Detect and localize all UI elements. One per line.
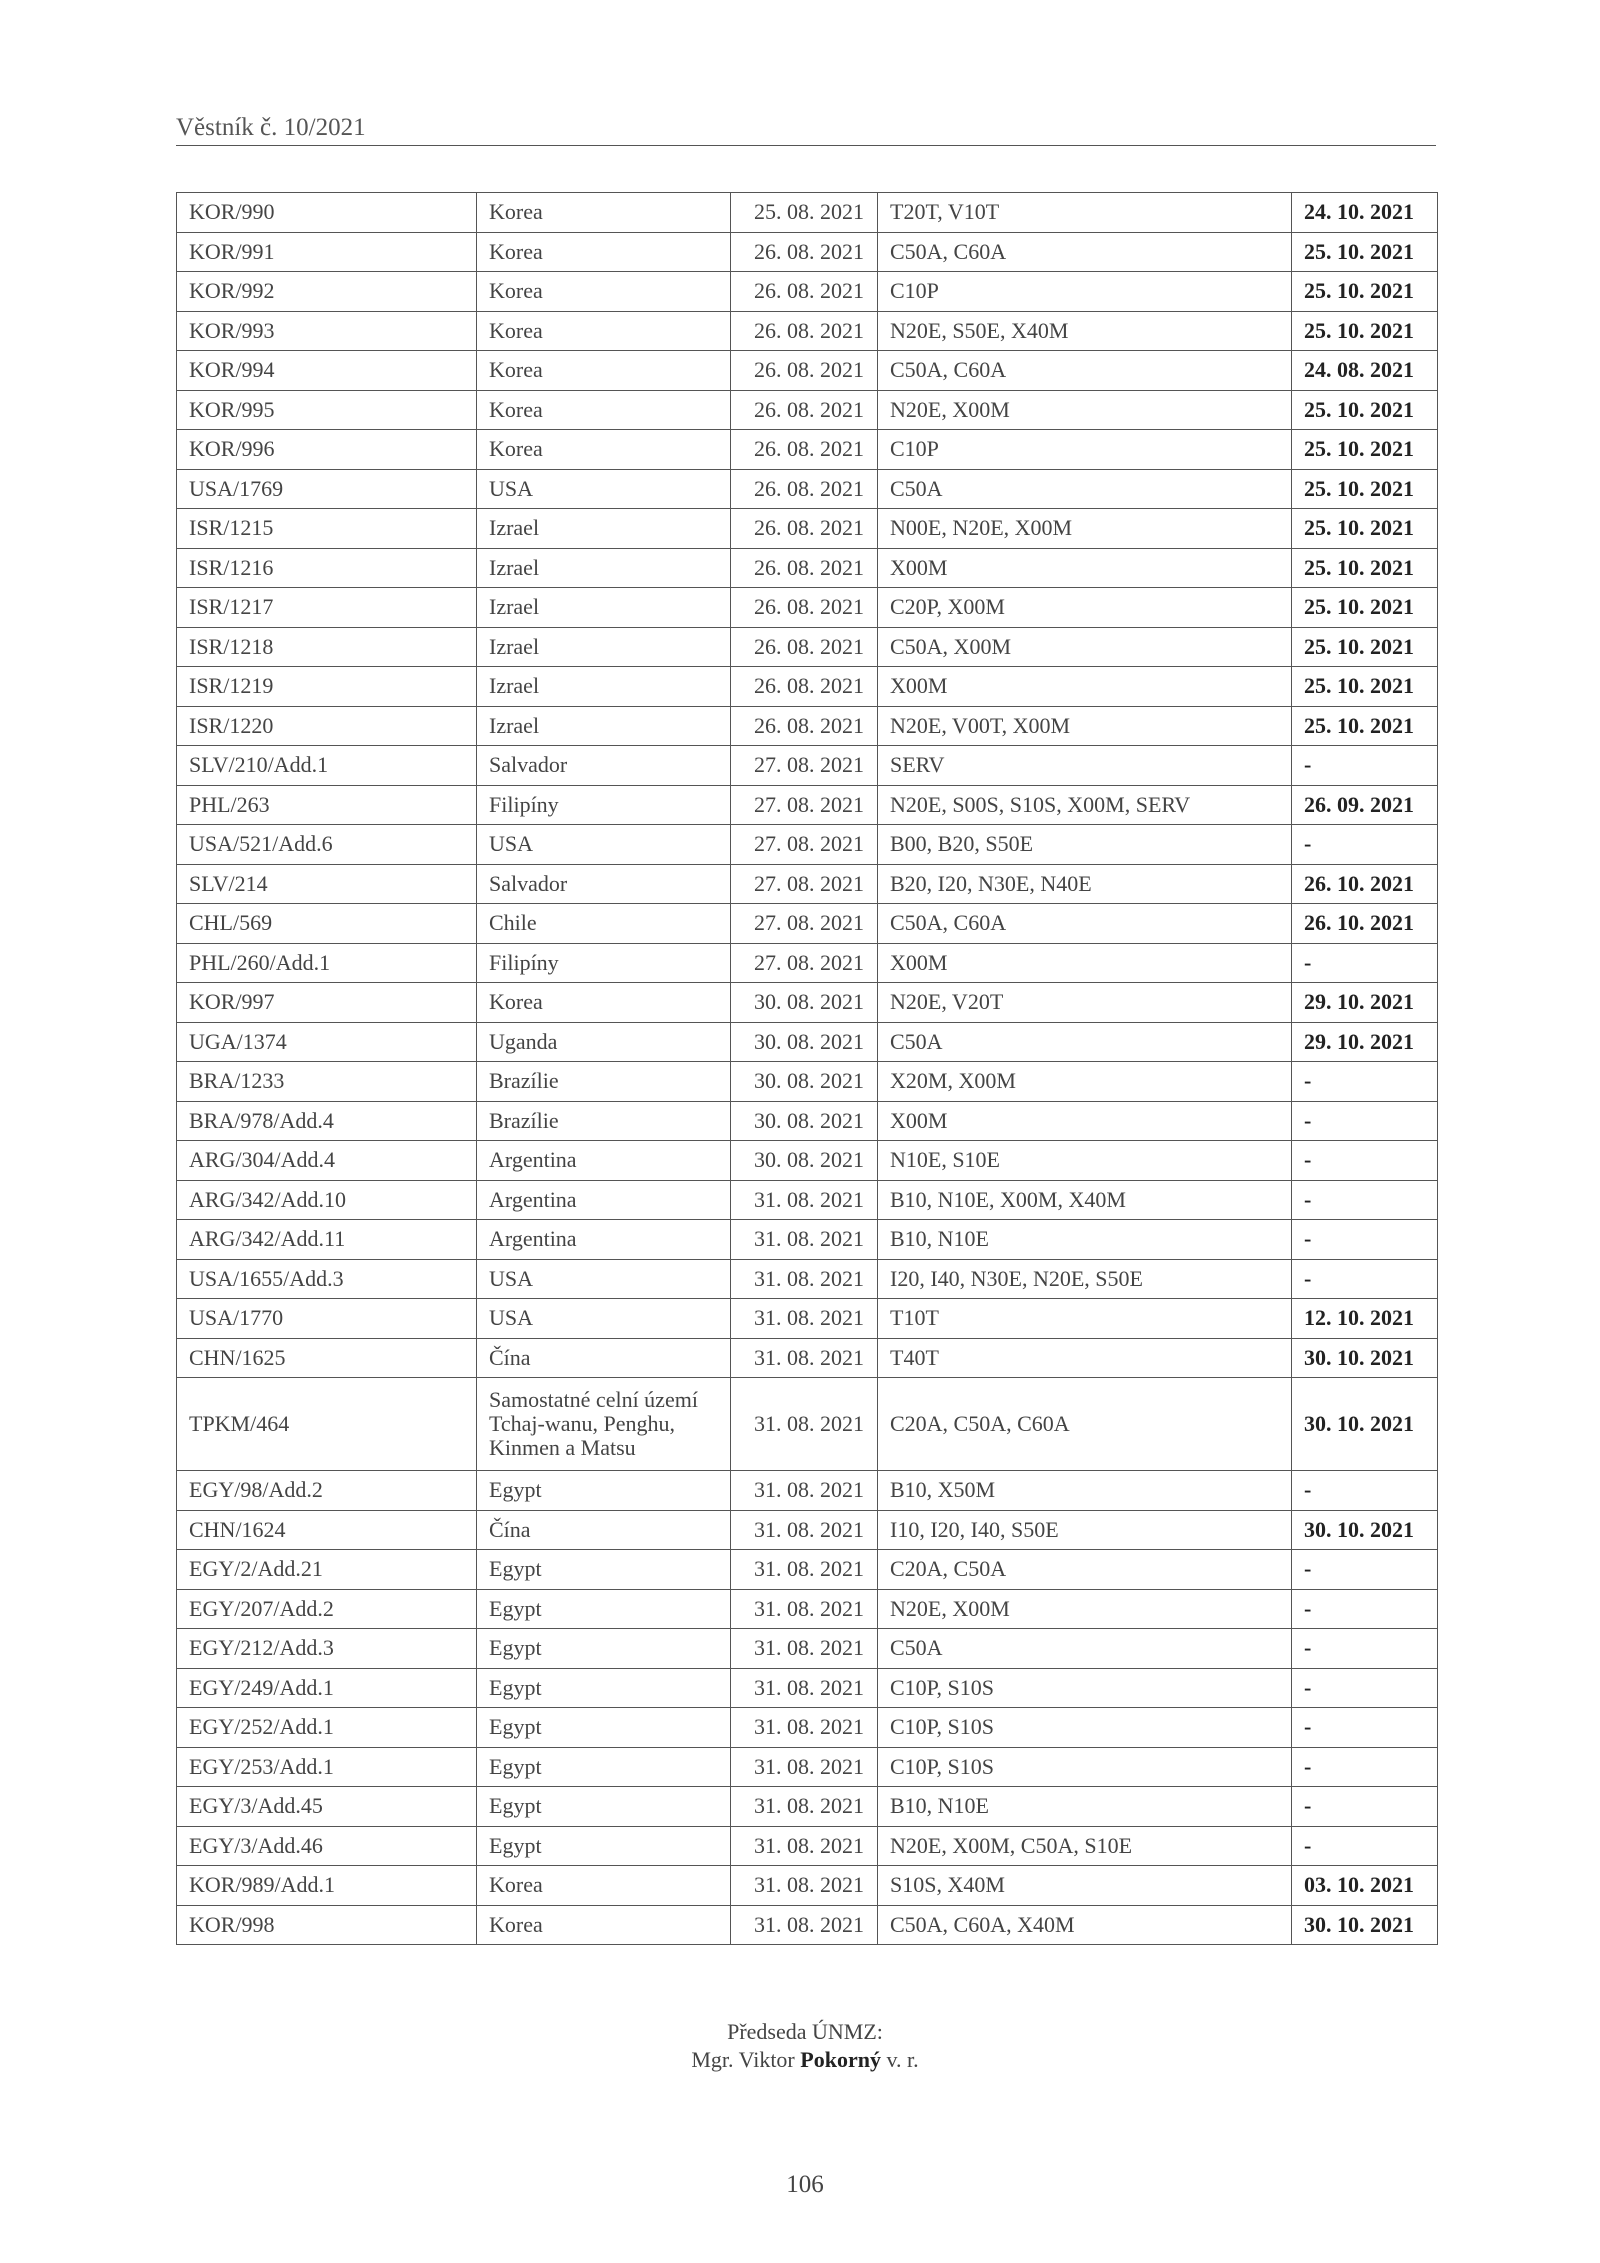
- cell-product-codes: X00M: [878, 1101, 1292, 1141]
- cell-country: Korea: [477, 351, 731, 391]
- header-divider: [176, 145, 1436, 146]
- cell-document-code: ARG/342/Add.11: [177, 1220, 477, 1260]
- cell-deadline: -: [1292, 943, 1438, 983]
- cell-product-codes: C10P, S10S: [878, 1668, 1292, 1708]
- cell-country: Egypt: [477, 1708, 731, 1748]
- cell-product-codes: C50A: [878, 1629, 1292, 1669]
- table-row: [177, 1101, 1438, 1141]
- table-row: [177, 1589, 1438, 1629]
- signature-role: Předseda ÚNMZ:: [727, 2019, 883, 2044]
- cell-product-codes: T20T, V10T: [878, 193, 1292, 233]
- cell-date: 31. 08. 2021: [731, 1338, 878, 1378]
- cell-product-codes: C20P, X00M: [878, 588, 1292, 628]
- cell-product-codes: N20E, X00M: [878, 390, 1292, 430]
- cell-deadline: 25. 10. 2021: [1292, 430, 1438, 470]
- table-row: [177, 311, 1438, 351]
- cell-product-codes: C50A: [878, 469, 1292, 509]
- cell-product-codes: C20A, C50A: [878, 1550, 1292, 1590]
- cell-product-codes: B10, N10E: [878, 1787, 1292, 1827]
- cell-document-code: ISR/1216: [177, 548, 477, 588]
- cell-document-code: KOR/992: [177, 272, 477, 312]
- cell-product-codes: X00M: [878, 548, 1292, 588]
- table-body: [177, 193, 1438, 1945]
- cell-country: Egypt: [477, 1629, 731, 1669]
- table-row: [177, 864, 1438, 904]
- table-row: [177, 1668, 1438, 1708]
- cell-deadline: 26. 10. 2021: [1292, 904, 1438, 944]
- cell-deadline: 25. 10. 2021: [1292, 627, 1438, 667]
- table-row: [177, 193, 1438, 233]
- cell-country: Izrael: [477, 667, 731, 707]
- cell-date: 26. 08. 2021: [731, 667, 878, 707]
- cell-date: 27. 08. 2021: [731, 825, 878, 865]
- cell-country: Izrael: [477, 706, 731, 746]
- cell-deadline: -: [1292, 1708, 1438, 1748]
- cell-date: 31. 08. 2021: [731, 1220, 878, 1260]
- cell-document-code: PHL/260/Add.1: [177, 943, 477, 983]
- cell-deadline: -: [1292, 1259, 1438, 1299]
- signature-name-suffix: v. r.: [886, 2047, 919, 2072]
- table-row: [177, 1378, 1438, 1471]
- table-row: [177, 1787, 1438, 1827]
- cell-document-code: USA/1769: [177, 469, 477, 509]
- cell-country: USA: [477, 469, 731, 509]
- cell-document-code: ISR/1219: [177, 667, 477, 707]
- table-row: [177, 588, 1438, 628]
- table-row: [177, 1022, 1438, 1062]
- cell-deadline: -: [1292, 1141, 1438, 1181]
- table-row: [177, 1866, 1438, 1906]
- cell-country: Čína: [477, 1338, 731, 1378]
- cell-product-codes: SERV: [878, 746, 1292, 786]
- cell-document-code: KOR/991: [177, 232, 477, 272]
- cell-document-code: EGY/98/Add.2: [177, 1471, 477, 1511]
- cell-document-code: KOR/997: [177, 983, 477, 1023]
- cell-deadline: -: [1292, 1747, 1438, 1787]
- cell-document-code: EGY/249/Add.1: [177, 1668, 477, 1708]
- table-row: [177, 548, 1438, 588]
- cell-product-codes: C10P: [878, 430, 1292, 470]
- table-row: [177, 785, 1438, 825]
- cell-product-codes: S10S, X40M: [878, 1866, 1292, 1906]
- cell-deadline: 25. 10. 2021: [1292, 706, 1438, 746]
- cell-product-codes: I20, I40, N30E, N20E, S50E: [878, 1259, 1292, 1299]
- table-row: [177, 1141, 1438, 1181]
- cell-deadline: 25. 10. 2021: [1292, 588, 1438, 628]
- cell-country: Uganda: [477, 1022, 731, 1062]
- cell-date: 27. 08. 2021: [731, 904, 878, 944]
- cell-document-code: KOR/995: [177, 390, 477, 430]
- cell-country: Filipíny: [477, 943, 731, 983]
- cell-deadline: 30. 10. 2021: [1292, 1905, 1438, 1945]
- cell-date: 27. 08. 2021: [731, 864, 878, 904]
- cell-deadline: -: [1292, 1180, 1438, 1220]
- cell-date: 31. 08. 2021: [731, 1668, 878, 1708]
- cell-date: 31. 08. 2021: [731, 1708, 878, 1748]
- table-row: [177, 627, 1438, 667]
- table-row: [177, 469, 1438, 509]
- cell-country: Salvador: [477, 746, 731, 786]
- cell-deadline: -: [1292, 1062, 1438, 1102]
- cell-document-code: SLV/210/Add.1: [177, 746, 477, 786]
- table-row: [177, 430, 1438, 470]
- cell-document-code: EGY/3/Add.46: [177, 1826, 477, 1866]
- table-row: [177, 1510, 1438, 1550]
- cell-product-codes: B00, B20, S50E: [878, 825, 1292, 865]
- cell-document-code: EGY/212/Add.3: [177, 1629, 477, 1669]
- cell-country: Egypt: [477, 1550, 731, 1590]
- cell-country: Izrael: [477, 509, 731, 549]
- cell-country: Korea: [477, 193, 731, 233]
- cell-product-codes: I10, I20, I40, S50E: [878, 1510, 1292, 1550]
- table-row: [177, 1299, 1438, 1339]
- cell-deadline: 24. 10. 2021: [1292, 193, 1438, 233]
- cell-product-codes: N20E, V00T, X00M: [878, 706, 1292, 746]
- cell-product-codes: N10E, S10E: [878, 1141, 1292, 1181]
- cell-date: 26. 08. 2021: [731, 351, 878, 391]
- cell-document-code: UGA/1374: [177, 1022, 477, 1062]
- table-row: [177, 1062, 1438, 1102]
- table-row: [177, 706, 1438, 746]
- cell-country: Egypt: [477, 1747, 731, 1787]
- cell-product-codes: X00M: [878, 943, 1292, 983]
- cell-document-code: EGY/252/Add.1: [177, 1708, 477, 1748]
- cell-document-code: CHL/569: [177, 904, 477, 944]
- cell-country: Korea: [477, 1866, 731, 1906]
- cell-deadline: -: [1292, 1668, 1438, 1708]
- table-row: [177, 1259, 1438, 1299]
- table-row: [177, 232, 1438, 272]
- cell-date: 27. 08. 2021: [731, 785, 878, 825]
- cell-product-codes: C50A, X00M: [878, 627, 1292, 667]
- cell-product-codes: B10, N10E, X00M, X40M: [878, 1180, 1292, 1220]
- table-row: [177, 746, 1438, 786]
- cell-deadline: -: [1292, 1101, 1438, 1141]
- cell-date: 26. 08. 2021: [731, 430, 878, 470]
- cell-deadline: 25. 10. 2021: [1292, 272, 1438, 312]
- cell-date: 31. 08. 2021: [731, 1787, 878, 1827]
- cell-deadline: 30. 10. 2021: [1292, 1338, 1438, 1378]
- cell-country: Čína: [477, 1510, 731, 1550]
- cell-country: Korea: [477, 232, 731, 272]
- cell-country: USA: [477, 1299, 731, 1339]
- cell-deadline: -: [1292, 825, 1438, 865]
- cell-date: 31. 08. 2021: [731, 1378, 878, 1471]
- cell-deadline: 25. 10. 2021: [1292, 548, 1438, 588]
- cell-date: 27. 08. 2021: [731, 746, 878, 786]
- table-row: [177, 1747, 1438, 1787]
- cell-deadline: 30. 10. 2021: [1292, 1510, 1438, 1550]
- cell-date: 26. 08. 2021: [731, 390, 878, 430]
- cell-product-codes: N20E, S00S, S10S, X00M, SERV: [878, 785, 1292, 825]
- page-number: 106: [786, 2171, 824, 2198]
- cell-country: Chile: [477, 904, 731, 944]
- cell-document-code: ISR/1220: [177, 706, 477, 746]
- cell-date: 26. 08. 2021: [731, 232, 878, 272]
- signature-name-prefix: Mgr. Viktor: [691, 2047, 795, 2072]
- cell-document-code: USA/521/Add.6: [177, 825, 477, 865]
- cell-date: 25. 08. 2021: [731, 193, 878, 233]
- cell-document-code: USA/1770: [177, 1299, 477, 1339]
- cell-product-codes: X20M, X00M: [878, 1062, 1292, 1102]
- cell-product-codes: N20E, X00M, C50A, S10E: [878, 1826, 1292, 1866]
- table-row: [177, 351, 1438, 391]
- signature-name-surname: Pokorný: [800, 2047, 881, 2072]
- cell-product-codes: N00E, N20E, X00M: [878, 509, 1292, 549]
- cell-date: 31. 08. 2021: [731, 1259, 878, 1299]
- cell-product-codes: X00M: [878, 667, 1292, 707]
- cell-date: 27. 08. 2021: [731, 943, 878, 983]
- page-header-title: Věstník č. 10/2021: [176, 114, 366, 141]
- cell-document-code: KOR/996: [177, 430, 477, 470]
- cell-country: Izrael: [477, 588, 731, 628]
- cell-document-code: TPKM/464: [177, 1378, 477, 1471]
- table-row: [177, 1708, 1438, 1748]
- cell-deadline: 30. 10. 2021: [1292, 1378, 1438, 1471]
- cell-document-code: ARG/304/Add.4: [177, 1141, 477, 1181]
- cell-product-codes: B20, I20, N30E, N40E: [878, 864, 1292, 904]
- cell-document-code: ISR/1218: [177, 627, 477, 667]
- cell-country: Brazílie: [477, 1101, 731, 1141]
- cell-document-code: ISR/1217: [177, 588, 477, 628]
- cell-country: Korea: [477, 983, 731, 1023]
- table-row: [177, 825, 1438, 865]
- table-row: [177, 1550, 1438, 1590]
- table-row: [177, 1629, 1438, 1669]
- cell-date: 31. 08. 2021: [731, 1589, 878, 1629]
- cell-product-codes: T40T: [878, 1338, 1292, 1378]
- cell-date: 31. 08. 2021: [731, 1471, 878, 1511]
- cell-deadline: 03. 10. 2021: [1292, 1866, 1438, 1906]
- cell-document-code: EGY/2/Add.21: [177, 1550, 477, 1590]
- cell-date: 26. 08. 2021: [731, 706, 878, 746]
- cell-document-code: ISR/1215: [177, 509, 477, 549]
- cell-country: Salvador: [477, 864, 731, 904]
- table-row: [177, 904, 1438, 944]
- cell-document-code: EGY/207/Add.2: [177, 1589, 477, 1629]
- cell-document-code: CHN/1624: [177, 1510, 477, 1550]
- cell-date: 26. 08. 2021: [731, 272, 878, 312]
- signature-name: [0, 2046, 1600, 2074]
- cell-date: 30. 08. 2021: [731, 1022, 878, 1062]
- cell-product-codes: C10P, S10S: [878, 1747, 1292, 1787]
- cell-date: 31. 08. 2021: [731, 1510, 878, 1550]
- table-row: [177, 390, 1438, 430]
- cell-product-codes: C10P, S10S: [878, 1708, 1292, 1748]
- table-row: [177, 1220, 1438, 1260]
- cell-country: Brazílie: [477, 1062, 731, 1102]
- cell-country: Argentina: [477, 1180, 731, 1220]
- cell-deadline: 25. 10. 2021: [1292, 469, 1438, 509]
- cell-document-code: USA/1655/Add.3: [177, 1259, 477, 1299]
- cell-document-code: KOR/990: [177, 193, 477, 233]
- cell-country: Korea: [477, 430, 731, 470]
- cell-product-codes: N20E, S50E, X40M: [878, 311, 1292, 351]
- cell-deadline: -: [1292, 1826, 1438, 1866]
- cell-country: Argentina: [477, 1141, 731, 1181]
- cell-product-codes: B10, X50M: [878, 1471, 1292, 1511]
- cell-document-code: PHL/263: [177, 785, 477, 825]
- cell-document-code: BRA/978/Add.4: [177, 1101, 477, 1141]
- cell-product-codes: T10T: [878, 1299, 1292, 1339]
- cell-document-code: BRA/1233: [177, 1062, 477, 1102]
- cell-document-code: SLV/214: [177, 864, 477, 904]
- cell-country: USA: [477, 825, 731, 865]
- cell-product-codes: C50A, C60A: [878, 232, 1292, 272]
- cell-product-codes: C20A, C50A, C60A: [878, 1378, 1292, 1471]
- cell-deadline: -: [1292, 1629, 1438, 1669]
- table-row: [177, 509, 1438, 549]
- cell-country: Egypt: [477, 1787, 731, 1827]
- cell-date: 26. 08. 2021: [731, 509, 878, 549]
- cell-product-codes: N20E, X00M: [878, 1589, 1292, 1629]
- cell-date: 31. 08. 2021: [731, 1747, 878, 1787]
- cell-deadline: 25. 10. 2021: [1292, 509, 1438, 549]
- cell-product-codes: N20E, V20T: [878, 983, 1292, 1023]
- cell-date: 31. 08. 2021: [731, 1629, 878, 1669]
- cell-deadline: -: [1292, 1787, 1438, 1827]
- cell-document-code: EGY/3/Add.45: [177, 1787, 477, 1827]
- table-row: [177, 1471, 1438, 1511]
- cell-document-code: KOR/998: [177, 1905, 477, 1945]
- cell-document-code: CHN/1625: [177, 1338, 477, 1378]
- cell-date: 30. 08. 2021: [731, 1101, 878, 1141]
- cell-country: Egypt: [477, 1589, 731, 1629]
- cell-deadline: 25. 10. 2021: [1292, 232, 1438, 272]
- cell-date: 26. 08. 2021: [731, 548, 878, 588]
- notification-table: [176, 192, 1438, 1945]
- table-row: [177, 1826, 1438, 1866]
- cell-country: Korea: [477, 272, 731, 312]
- table-row: [177, 1338, 1438, 1378]
- cell-deadline: 24. 08. 2021: [1292, 351, 1438, 391]
- cell-product-codes: C10P: [878, 272, 1292, 312]
- cell-date: 31. 08. 2021: [731, 1180, 878, 1220]
- cell-country: Samostatné celní území Tchaj-wanu, Penghu, Kinmen a Matsu: [477, 1378, 731, 1471]
- cell-deadline: 25. 10. 2021: [1292, 667, 1438, 707]
- cell-date: 26. 08. 2021: [731, 627, 878, 667]
- cell-product-codes: B10, N10E: [878, 1220, 1292, 1260]
- signature-block: [0, 2018, 1600, 2074]
- cell-document-code: KOR/994: [177, 351, 477, 391]
- cell-country: Filipíny: [477, 785, 731, 825]
- cell-product-codes: C50A, C60A: [878, 351, 1292, 391]
- cell-deadline: 25. 10. 2021: [1292, 390, 1438, 430]
- cell-country: Izrael: [477, 627, 731, 667]
- cell-deadline: 12. 10. 2021: [1292, 1299, 1438, 1339]
- cell-deadline: -: [1292, 1550, 1438, 1590]
- table-row: [177, 1905, 1438, 1945]
- cell-country: Egypt: [477, 1471, 731, 1511]
- cell-country: Argentina: [477, 1220, 731, 1260]
- cell-deadline: -: [1292, 1220, 1438, 1260]
- cell-country: Korea: [477, 390, 731, 430]
- cell-product-codes: C50A, C60A: [878, 904, 1292, 944]
- cell-country: Izrael: [477, 548, 731, 588]
- cell-document-code: EGY/253/Add.1: [177, 1747, 477, 1787]
- cell-date: 30. 08. 2021: [731, 983, 878, 1023]
- cell-deadline: 26. 10. 2021: [1292, 864, 1438, 904]
- cell-country: Egypt: [477, 1668, 731, 1708]
- cell-date: 30. 08. 2021: [731, 1141, 878, 1181]
- cell-country: Egypt: [477, 1826, 731, 1866]
- cell-date: 31. 08. 2021: [731, 1826, 878, 1866]
- cell-date: 30. 08. 2021: [731, 1062, 878, 1102]
- cell-date: 26. 08. 2021: [731, 588, 878, 628]
- cell-deadline: -: [1292, 1471, 1438, 1511]
- cell-deadline: -: [1292, 1589, 1438, 1629]
- cell-date: 31. 08. 2021: [731, 1866, 878, 1906]
- cell-date: 31. 08. 2021: [731, 1550, 878, 1590]
- cell-deadline: 29. 10. 2021: [1292, 983, 1438, 1023]
- cell-deadline: 25. 10. 2021: [1292, 311, 1438, 351]
- table-row: [177, 667, 1438, 707]
- cell-document-code: KOR/989/Add.1: [177, 1866, 477, 1906]
- table-row: [177, 272, 1438, 312]
- cell-date: 31. 08. 2021: [731, 1299, 878, 1339]
- cell-product-codes: C50A, C60A, X40M: [878, 1905, 1292, 1945]
- table-row: [177, 1180, 1438, 1220]
- cell-document-code: ARG/342/Add.10: [177, 1180, 477, 1220]
- cell-deadline: 26. 09. 2021: [1292, 785, 1438, 825]
- cell-deadline: -: [1292, 746, 1438, 786]
- cell-deadline: 29. 10. 2021: [1292, 1022, 1438, 1062]
- cell-date: 26. 08. 2021: [731, 469, 878, 509]
- cell-country: USA: [477, 1259, 731, 1299]
- cell-date: 26. 08. 2021: [731, 311, 878, 351]
- cell-date: 31. 08. 2021: [731, 1905, 878, 1945]
- cell-country: Korea: [477, 1905, 731, 1945]
- table-row: [177, 943, 1438, 983]
- cell-document-code: KOR/993: [177, 311, 477, 351]
- cell-country: Korea: [477, 311, 731, 351]
- cell-product-codes: C50A: [878, 1022, 1292, 1062]
- table-row: [177, 983, 1438, 1023]
